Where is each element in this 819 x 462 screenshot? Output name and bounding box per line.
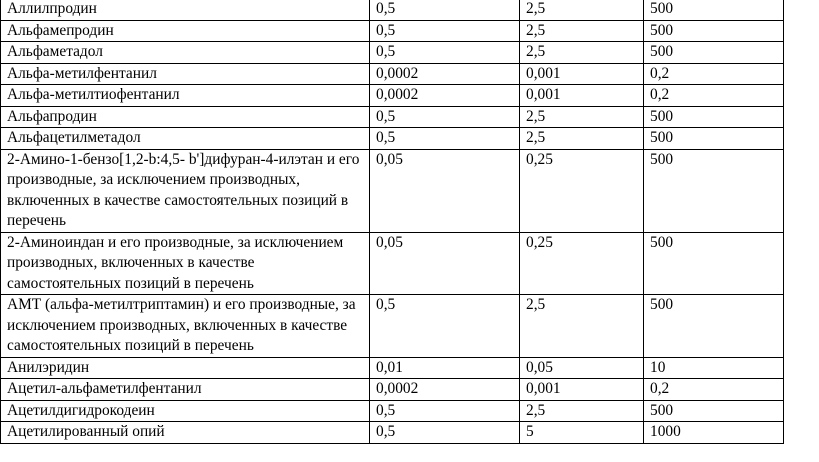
value-col-2: 2,5	[520, 128, 644, 150]
value-col-3: 500	[644, 149, 784, 232]
substance-name: Альфамепродин	[1, 20, 370, 42]
value-col-2: 2,5	[520, 42, 644, 64]
value-col-3: 500	[644, 295, 784, 358]
table-row	[1, 149, 784, 232]
value-col-3: 10	[644, 357, 784, 379]
value-col-2: 5	[520, 422, 644, 444]
substance-name: Ацетил-альфаметилфентанил	[1, 379, 370, 401]
table-row	[1, 0, 784, 20]
value-col-3: 0,2	[644, 63, 784, 85]
value-col-3: 0,2	[644, 379, 784, 401]
value-col-3: 500	[644, 42, 784, 64]
table-row	[1, 232, 784, 295]
value-col-3: 500	[644, 20, 784, 42]
substance-name: АМТ (альфа-метилтриптамин) и его производные, за исключением производных, включенных в качестве самостоятельных позиций в перечень	[1, 295, 370, 358]
value-col-3: 500	[644, 0, 784, 20]
table-row	[1, 20, 784, 42]
substance-name: Альфа-метилфентанил	[1, 63, 370, 85]
value-col-1: 0,0002	[370, 63, 520, 85]
substance-name: Альфа-метилтиофентанил	[1, 85, 370, 107]
value-col-3: 500	[644, 128, 784, 150]
value-col-2: 0,25	[520, 232, 644, 295]
substance-name: Аллилпродин	[1, 0, 370, 20]
value-col-1: 0,01	[370, 357, 520, 379]
table-row	[1, 63, 784, 85]
table-row	[1, 106, 784, 128]
value-col-2: 0,001	[520, 63, 644, 85]
table-row	[1, 295, 784, 358]
substance-name: Ацетилдигидрокодеин	[1, 400, 370, 422]
value-col-2: 2,5	[520, 106, 644, 128]
value-col-1: 0,5	[370, 400, 520, 422]
value-col-1: 0,5	[370, 20, 520, 42]
value-col-3: 1000	[644, 422, 784, 444]
table-row	[1, 379, 784, 401]
table-row	[1, 85, 784, 107]
value-col-1: 0,5	[370, 0, 520, 20]
value-col-1: 0,5	[370, 128, 520, 150]
value-col-1: 0,05	[370, 149, 520, 232]
table-row	[1, 422, 784, 444]
value-col-2: 0,001	[520, 379, 644, 401]
value-col-3: 500	[644, 106, 784, 128]
value-col-2: 0,001	[520, 85, 644, 107]
value-col-1: 0,5	[370, 422, 520, 444]
substance-name: Анилэридин	[1, 357, 370, 379]
substance-name: Ацетилированный опий	[1, 422, 370, 444]
value-col-2: 2,5	[520, 400, 644, 422]
value-col-2: 2,5	[520, 0, 644, 20]
value-col-1: 0,0002	[370, 379, 520, 401]
value-col-2: 0,05	[520, 357, 644, 379]
value-col-3: 500	[644, 232, 784, 295]
table-row	[1, 357, 784, 379]
value-col-1: 0,5	[370, 295, 520, 358]
value-col-2: 0,25	[520, 149, 644, 232]
value-col-2: 2,5	[520, 20, 644, 42]
substance-name: Альфацетилметадол	[1, 128, 370, 150]
table-row	[1, 128, 784, 150]
substance-name: Альфаметадол	[1, 42, 370, 64]
value-col-1: 0,05	[370, 232, 520, 295]
value-col-1: 0,0002	[370, 85, 520, 107]
substance-name: 2-Аминоиндан и его производные, за исключением производных, включенных в качестве самостоятельных позиций в перечень	[1, 232, 370, 295]
value-col-3: 500	[644, 400, 784, 422]
substance-name: 2-Амино-1-бензо[1,2-b:4,5- b']дифуран-4-илэтан и его производные, за исключением производных, включенных в качестве самостоятельных позиций в перечень	[1, 149, 370, 232]
value-col-2: 2,5	[520, 295, 644, 358]
value-col-1: 0,5	[370, 106, 520, 128]
table-row	[1, 42, 784, 64]
value-col-1: 0,5	[370, 42, 520, 64]
value-col-3: 0,2	[644, 85, 784, 107]
substance-name: Альфапродин	[1, 106, 370, 128]
table-row	[1, 400, 784, 422]
